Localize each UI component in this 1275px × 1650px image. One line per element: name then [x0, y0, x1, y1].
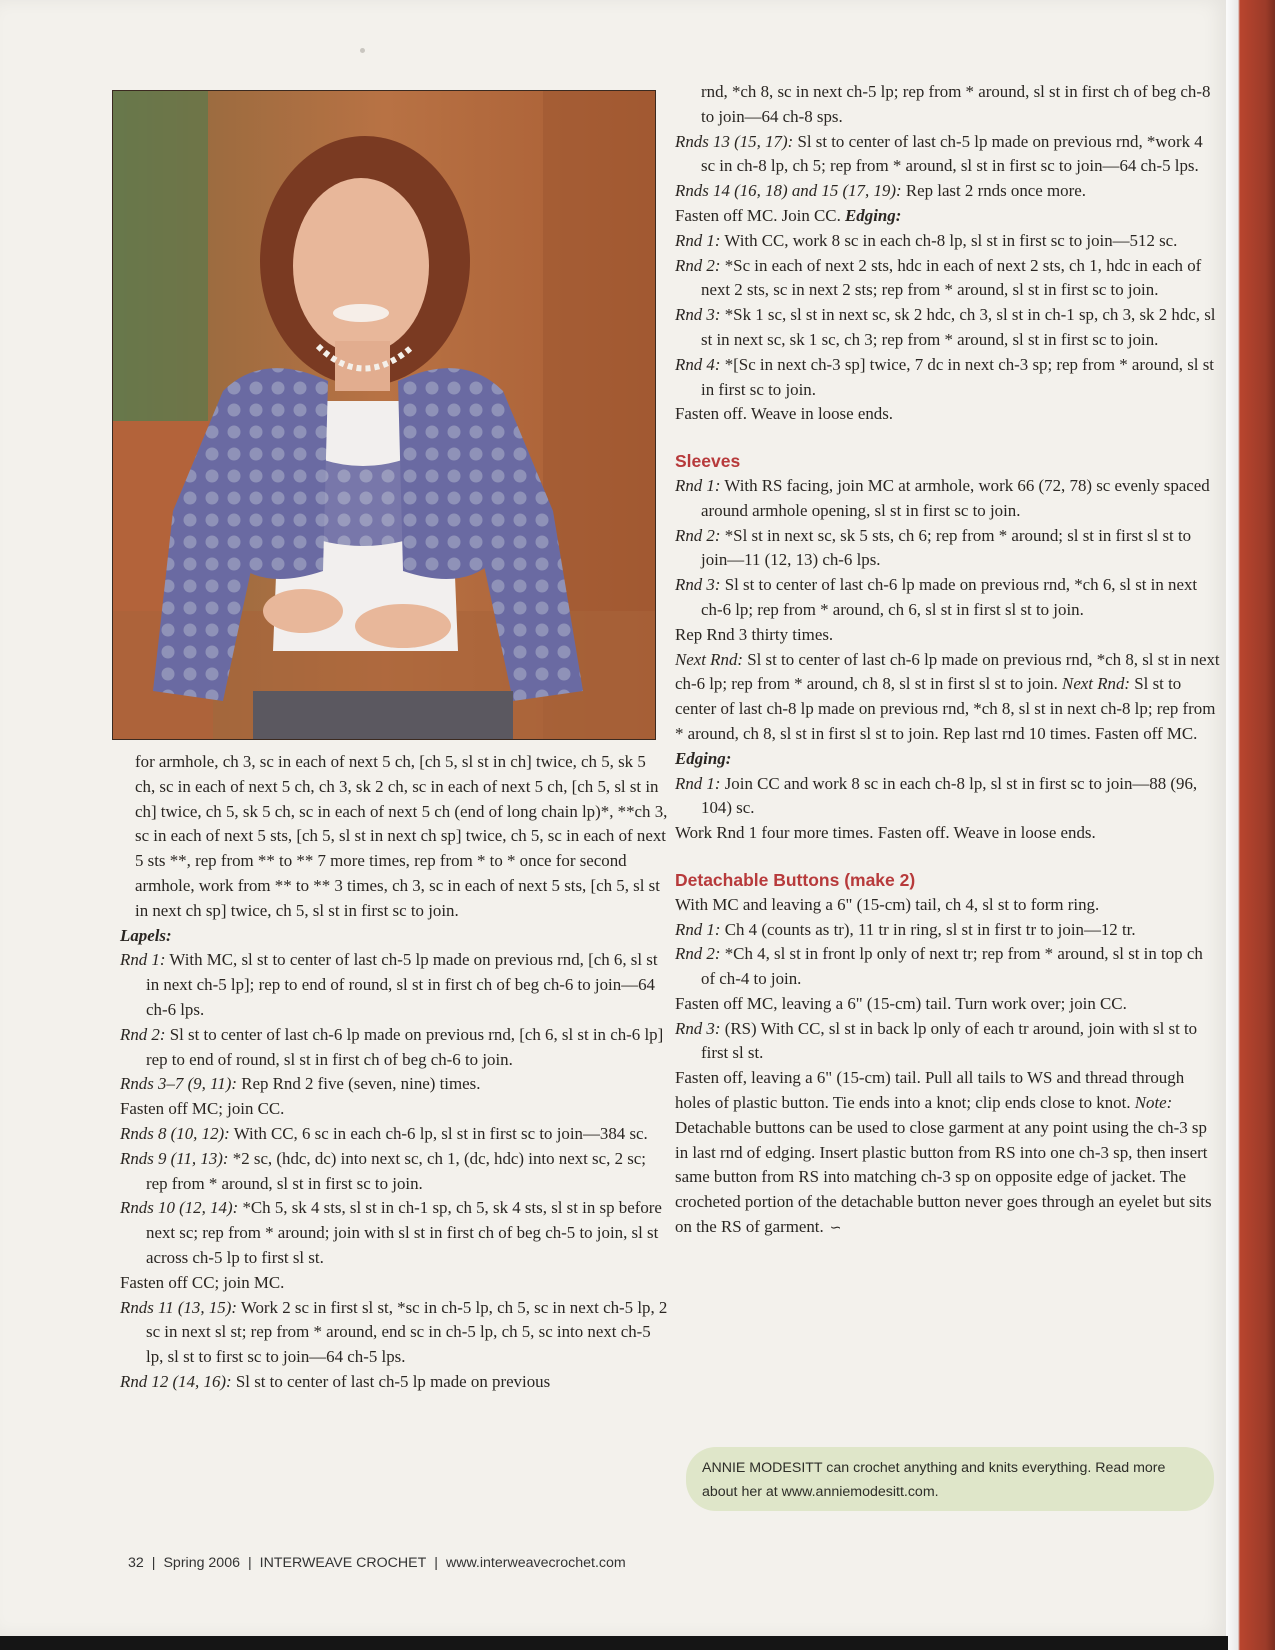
issue-date: Spring 2006 [163, 1555, 240, 1571]
model-photo [112, 90, 656, 740]
fasten-edging: Fasten off MC. Join CC. Edging: [675, 205, 902, 225]
instruction-row: Rnd 3: *Sk 1 sc, sl st in next sc, sk 2 hdc, ch 3, sl st in ch-1 sp, ch 3, sk 2 hdc, sl st in next sc, sk 1 sc, ch 3; rep from * around, sl st in first sc to join. [675, 305, 1216, 349]
lapels-instructions [120, 948, 668, 1394]
instruction-row: Rnds 10 (12, 14): *Ch 5, sk 4 sts, sl st in ch-1 sp, ch 5, sk 4 sts, sl st in sp before next sc; rep from * around; join with sl st in first ch of beg ch-5 to join, sl st across ch-5 lp to first sl st. [120, 1198, 662, 1267]
instruction-row: Rnd 4: *[Sc in next ch-3 sp] twice, 7 dc in next ch-3 sp; rep from * around, sl st in first sc to join. [675, 354, 1214, 399]
instruction-row: Rnd 2: *Sc in each of next 2 sts, hdc in each of next 2 sts, ch 1, hdc in each of next 2 sts, sc in next 2 sts; rep from * around, sl st in first sc to join. [675, 255, 1202, 300]
instruction-row: Rnd 3: Sl st to center of last ch-6 lp made on previous rnd, *ch 6, sl st in next ch-6 lp; rep from * around, ch 6, sl st in first sl st to join. [675, 575, 1198, 619]
instruction-row: Rnd 1: Join CC and work 8 sc in each ch-8 lp, sl st in first sc to join—88 (96, 104) sc. [675, 773, 1198, 818]
website-link[interactable]: www.interweavecrochet.com [445, 1555, 626, 1571]
scan-border [0, 1636, 1228, 1650]
instruction-row: Rnd 1: With RS facing, join MC at armhole, work 66 (72, 78) sc evenly spaced around armhole opening, sl st in first sc to join. [675, 475, 1210, 520]
instruction-row: Rnd 2: *Sl st in next sc, sk 5 sts, ch 6; rep from * around; sl st in first sl st to join—11 (12, 13) ch-6 lps. [675, 525, 1192, 570]
instruction-row: Rnd 3: (RS) With CC, sl st in back lp only of each tr around, join with sl st to first sl st. [675, 1018, 1198, 1063]
fasten-weave: Fasten off. Weave in loose ends. [675, 404, 894, 424]
buttons-heading: Detachable Buttons (make 2) [675, 869, 916, 890]
instruction-row: Rnds 9 (11, 13): *2 sc, (hdc, dc) into next sc, ch 1, (dc, hdc) into next sc, 2 sc; rep from * around, sl st in first sc to join. [120, 1148, 646, 1193]
instruction-row: Rnd 12 (14, 16): Sl st to center of last ch-5 lp made on previous [120, 1371, 551, 1391]
instruction-row: Rnds 14 (16, 18) and 15 (17, 19): Rep last 2 rnds once more. [675, 181, 1086, 201]
model-photo-illustration [113, 91, 655, 739]
instruction-row: Rnd 1: With CC, work 8 sc in each ch-8 lp, sl st in first sc to join—512 sc. [675, 230, 1178, 250]
instruction-row: Rnd 1: Ch 4 (counts as tr), 11 tr in ring, sl st in first tr to join—12 tr. [675, 919, 1136, 939]
intro-paragraph: for armhole, ch 3, sc in each of next 5 ch, [ch 5, sl st in ch] twice, ch 5, sk 5 ch, sc in each of next 5 ch, ch 3, sk 2 ch, sc in each of next 5 ch, [ch 5, sl st in ch] twice, ch 5, sk 5 ch, sc in each of next 5 ch (end of long chain lp)*, **ch 3, sc in each of next 5 sts, [ch 5, sl st in next ch sp] twice, ch 5, sc in each of next 5 sts **, rep from ** to ** 7 more times, rep from * to * once for second armhole, work from ** to ** 3 times, ch 3, sc in each of next 5 sts, [ch 5, sl st in next ch sp] twice, ch 5, sl st in first sc to join. [135, 752, 668, 920]
instruction-row: Rnds 3–7 (9, 11): Rep Rnd 2 five (seven, nine) times. [120, 1074, 481, 1094]
work-rnd1: Work Rnd 1 four more times. Fasten off. Weave in loose ends. [675, 823, 1096, 843]
buttons-intro: With MC and leaving a 6" (15-cm) tail, ch 4, sl st to form ring. [675, 894, 1100, 914]
instruction-row: Rnd 1: With MC, sl st to center of last ch-5 lp made on previous rnd, [ch 6, sl st in next ch-5 lp]; rep to end of round, sl st in first ch of beg ch-6 to join—64 ch-6 lps. [120, 950, 658, 1019]
facing-page-edge [1226, 0, 1275, 1650]
instruction-row: Rnd 2: *Ch 4, sl st in front lp only of next tr; rep from * around, sl st in top ch of ch-4 to join. [675, 944, 1203, 989]
fasten-turn: Fasten off MC, leaving a 6" (15-cm) tail. Turn work over; join CC. [675, 993, 1127, 1013]
left-column [120, 750, 668, 1395]
rep-rnd3: Rep Rnd 3 thirty times. [675, 624, 834, 644]
next-rnds: Next Rnd: Sl st to center of last ch-6 lp made on previous rnd, *ch 8, sl st in next ch-6 lp; rep from * around, ch 8, sl st in first sl st to join. Next Rnd: Sl st to center of last ch-8 lp made on previous rnd, *ch 8, sl st in next ch-8 lp; rep from * around, ch 8, sl st in first sl st to join. Rep last rnd 10 times. Fasten off MC. Edging: [675, 649, 1220, 768]
instruction-row: Rnds 8 (10, 12): With CC, 6 sc in each ch-6 lp, sl st in first sc to join—384 sc. [120, 1123, 648, 1143]
continued-row: rnd, *ch 8, sc in next ch-5 lp; rep from * around, sl st in first ch of beg ch-8 to join—64 ch-8 sps. [701, 82, 1211, 126]
instruction-row: Fasten off MC; join CC. [120, 1099, 285, 1119]
end-mark: ∽ [829, 1220, 842, 1237]
instruction-row: Fasten off CC; join MC. [120, 1272, 285, 1292]
page-number: 32 [128, 1555, 144, 1571]
scan-speck [360, 48, 365, 53]
instruction-row: Rnds 11 (13, 15): Work 2 sc in first sl st, *sc in ch-5 lp, ch 5, sc in next ch-5 lp, 2 sc in next sl st; rep from * around, end sc in ch-5 lp, ch 5, sc into next ch-5 lp, sl st to first sc to join—64 ch-5 lps. [120, 1297, 668, 1367]
right-column [675, 80, 1220, 1241]
page-footer: 32 | Spring 2006 | INTERWEAVE CROCHET | www.interweavecrochet.com [128, 1555, 626, 1571]
magazine-name: INTERWEAVE CROCHET [259, 1555, 427, 1571]
author-bio: ANNIE MODESITT can crochet anything and knits everything. Read more about her at www.anniemodesitt.com. [686, 1447, 1214, 1511]
lapels-heading: Lapels: [120, 925, 172, 945]
sleeves-heading: Sleeves [675, 451, 741, 472]
instruction-row: Rnd 2: Sl st to center of last ch-6 lp made on previous rnd, [ch 6, sl st in ch-6 lp] rep to end of round, sl st in first ch of beg ch-6 to join. [120, 1024, 664, 1069]
final-paragraph: Fasten off, leaving a 6" (15-cm) tail. Pull all tails to WS and thread through holes of plastic button. Tie ends into a knot; clip ends close to knot. Note: Detachable buttons can be used to close garment at any point using the ch-3 sp in last rnd of edging. Insert plastic button from RS into one ch-3 sp, then insert same button from RS into matching ch-3 sp on opposite edge of jacket. The crocheted portion of the detachable button never goes through an eyelet but sits on the RS of garment. ∽ [675, 1068, 1212, 1237]
instruction-row: Rnds 13 (15, 17): Sl st to center of last ch-5 lp made on previous rnd, *work 4 sc in ch-8 lp, ch 5; rep from * around, sl st in first sc to join—64 ch-5 lps. [675, 131, 1203, 176]
